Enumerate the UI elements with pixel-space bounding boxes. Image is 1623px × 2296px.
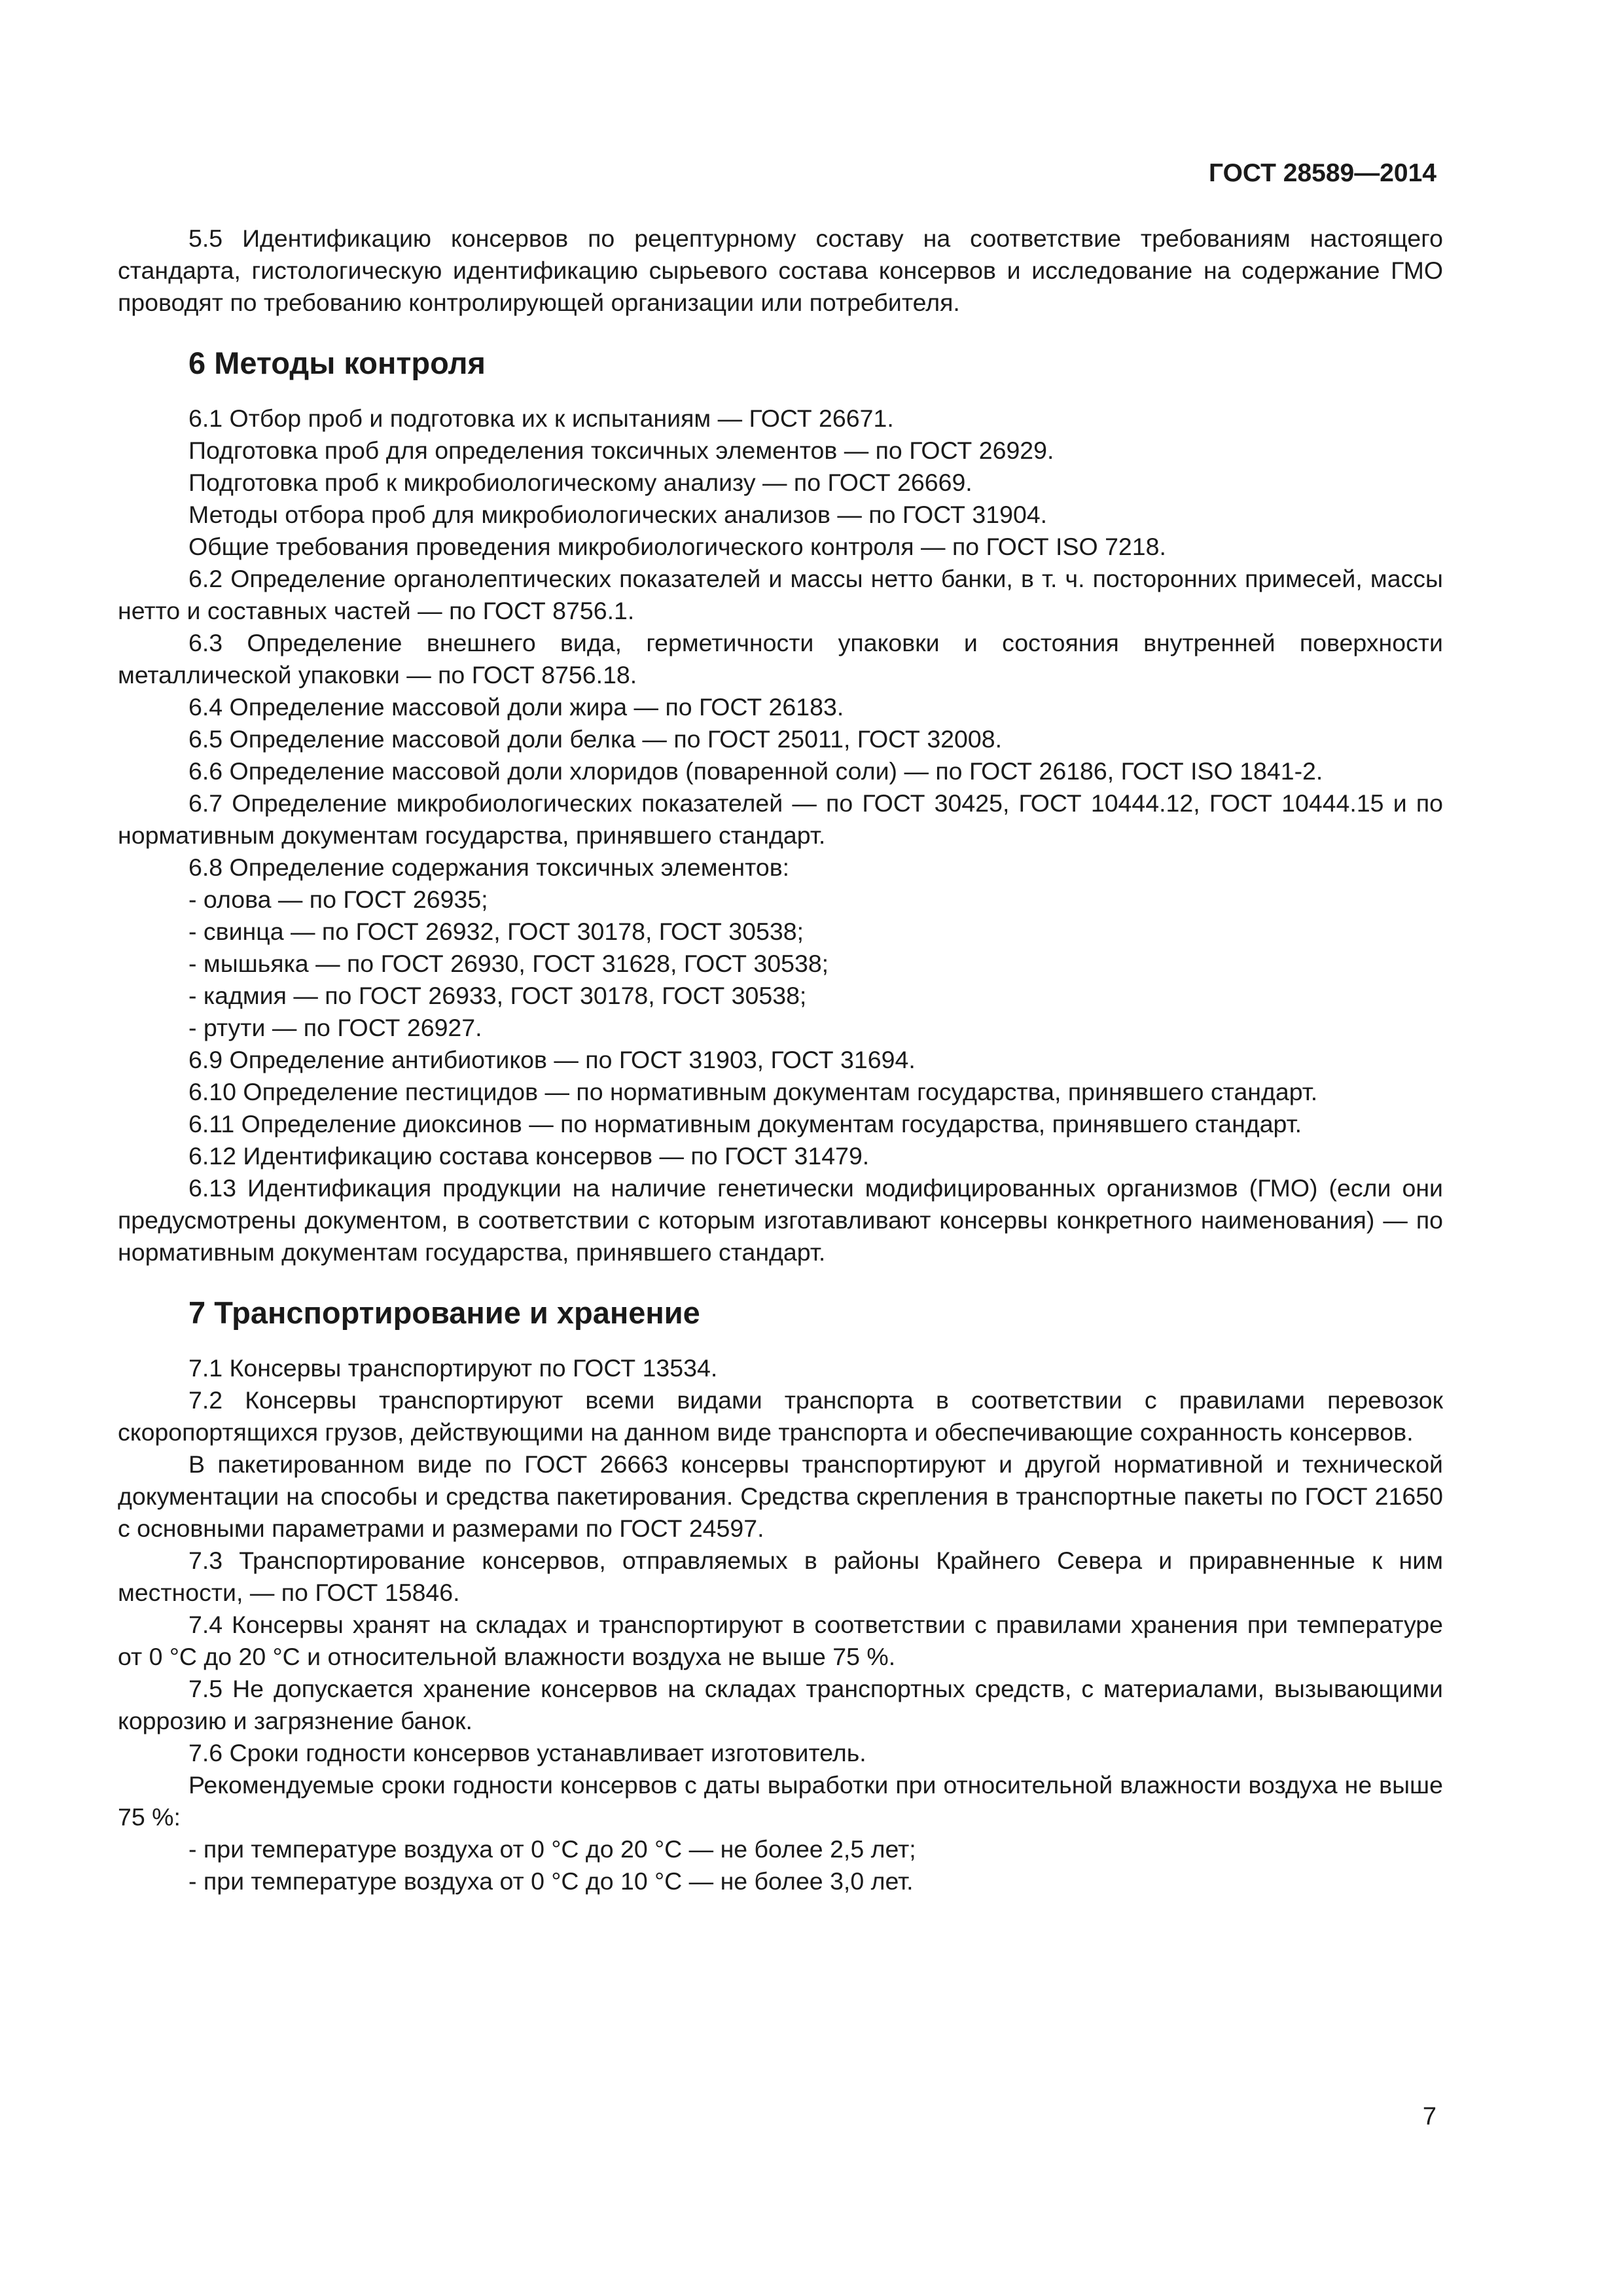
paragraph-5-5: 5.5 Идентификацию консервов по рецептурному составу на соответствие требованиям настоящего стандарта, гистологическую идентификацию сырьевого состава консервов и исследование на содержание ГМО проводят по требованию контролирующей организации или потребителя.: [118, 224, 1443, 316]
list-item: - мышьяка — по ГОСТ 26930, ГОСТ 31628, ГОСТ 30538;: [188, 950, 829, 977]
list-item: - при температуре воздуха от 0 °С до 10 °С — не более 3,0 лет.: [188, 1867, 914, 1895]
paragraph-6-1a: Подготовка проб для определения токсичных элементов — по ГОСТ 26929.: [188, 437, 1054, 464]
paragraph-6-1c: Методы отбора проб для микробиологических анализов — по ГОСТ 31904.: [188, 501, 1048, 528]
list-item: - кадмия — по ГОСТ 26933, ГОСТ 30178, ГОСТ 30538;: [188, 982, 807, 1009]
paragraph-7-6a: Рекомендуемые сроки годности консервов с даты выработки при относительной влажности воздуха не выше 75 %:: [118, 1771, 1443, 1831]
list-item: - ртути — по ГОСТ 26927.: [188, 1014, 482, 1041]
paragraph-6-13: 6.13 Идентификация продукции на наличие генетически модифицированных организмов (ГМО) (если они предусмотрены документом, в соответствии с которым изготавливают консервы конкретного наименования) — по нормативным документам государства, принявшего стандарт.: [118, 1174, 1443, 1266]
page-content: [118, 223, 1443, 1897]
list-item: - при температуре воздуха от 0 °С до 20 °С — не более 2,5 лет;: [188, 1835, 916, 1863]
paragraph-6-11: 6.11 Определение диоксинов — по нормативным документам государства, принявшего стандарт.: [188, 1110, 1302, 1138]
paragraph-6-2: 6.2 Определение органолептических показателей и массы нетто банки, в т. ч. посторонних примесей, массы нетто и составных частей — по ГОСТ 8756.1.: [118, 565, 1443, 624]
paragraph-7-6: 7.6 Сроки годности консервов устанавливает изготовитель.: [188, 1739, 866, 1767]
paragraph-6-7: 6.7 Определение микробиологических показателей — по ГОСТ 30425, ГОСТ 10444.12, ГОСТ 10444.15 и по нормативным документам государства, принявшего стандарт.: [118, 789, 1443, 849]
paragraph-6-1b: Подготовка проб к микробиологическому анализу — по ГОСТ 26669.: [188, 469, 972, 496]
list-item: - свинца — по ГОСТ 26932, ГОСТ 30178, ГОСТ 30538;: [188, 918, 804, 945]
list-item: - олова — по ГОСТ 26935;: [188, 886, 488, 913]
paragraph-6-3: 6.3 Определение внешнего вида, герметичности упаковки и состояния внутренней поверхности металлической упаковки — по ГОСТ 8756.18.: [118, 629, 1443, 689]
paragraph-7-4: 7.4 Консервы хранят на складах и транспортируют в соответствии с правилами хранения при температуре от 0 °С до 20 °С и относительной влажности воздуха не выше 75 %.: [118, 1611, 1443, 1670]
paragraph-6-1: 6.1 Отбор проб и подготовка их к испытаниям — ГОСТ 26671.: [188, 404, 894, 432]
paragraph-7-2: 7.2 Консервы транспортируют всеми видами транспорта в соответствии с правилами перевозок скоропортящихся грузов, действующими на данном виде транспорта и обеспечивающие сохранность консервов.: [118, 1386, 1443, 1446]
paragraph-6-4: 6.4 Определение массовой доли жира — по ГОСТ 26183.: [188, 693, 844, 721]
section-7-title: 7 Транспортирование и хранение: [188, 1295, 700, 1330]
paragraph-6-9: 6.9 Определение антибиотиков — по ГОСТ 31903, ГОСТ 31694.: [188, 1046, 916, 1073]
paragraph-6-12: 6.12 Идентификацию состава консервов — по ГОСТ 31479.: [188, 1142, 870, 1170]
section-6-title: 6 Методы контроля: [188, 346, 486, 380]
paragraph-6-5: 6.5 Определение массовой доли белка — по ГОСТ 25011, ГОСТ 32008.: [188, 725, 1003, 753]
document-code: ГОСТ 28589—2014: [1209, 159, 1436, 187]
paragraph-6-6: 6.6 Определение массовой доли хлоридов (поваренной соли) — по ГОСТ 26186, ГОСТ ISO 1841-2.: [188, 757, 1323, 785]
paragraph-7-2a: В пакетированном виде по ГОСТ 26663 консервы транспортируют и другой нормативной и технической документации на способы и средства пакетирования. Средства скрепления в транспортные пакеты по ГОСТ 21650 с основными параметрами и размерами по ГОСТ 24597.: [118, 1450, 1443, 1542]
paragraph-6-1d: Общие требования проведения микробиологического контроля — по ГОСТ ISO 7218.: [188, 533, 1166, 560]
paragraph-7-1: 7.1 Консервы транспортируют по ГОСТ 13534.: [188, 1354, 718, 1382]
paragraph-6-10: 6.10 Определение пестицидов — по нормативным документам государства, принявшего стандарт.: [188, 1078, 1318, 1105]
page-number: 7: [1422, 2103, 1436, 2130]
paragraph-7-3: 7.3 Транспортирование консервов, отправляемых в районы Крайнего Севера и приравненные к ним местности, — по ГОСТ 15846.: [118, 1547, 1443, 1606]
paragraph-6-8: 6.8 Определение содержания токсичных элементов:: [188, 853, 790, 881]
paragraph-7-5: 7.5 Не допускается хранение консервов на складах транспортных средств, с материалами, вызывающими коррозию и загрязнение банок.: [118, 1675, 1443, 1734]
